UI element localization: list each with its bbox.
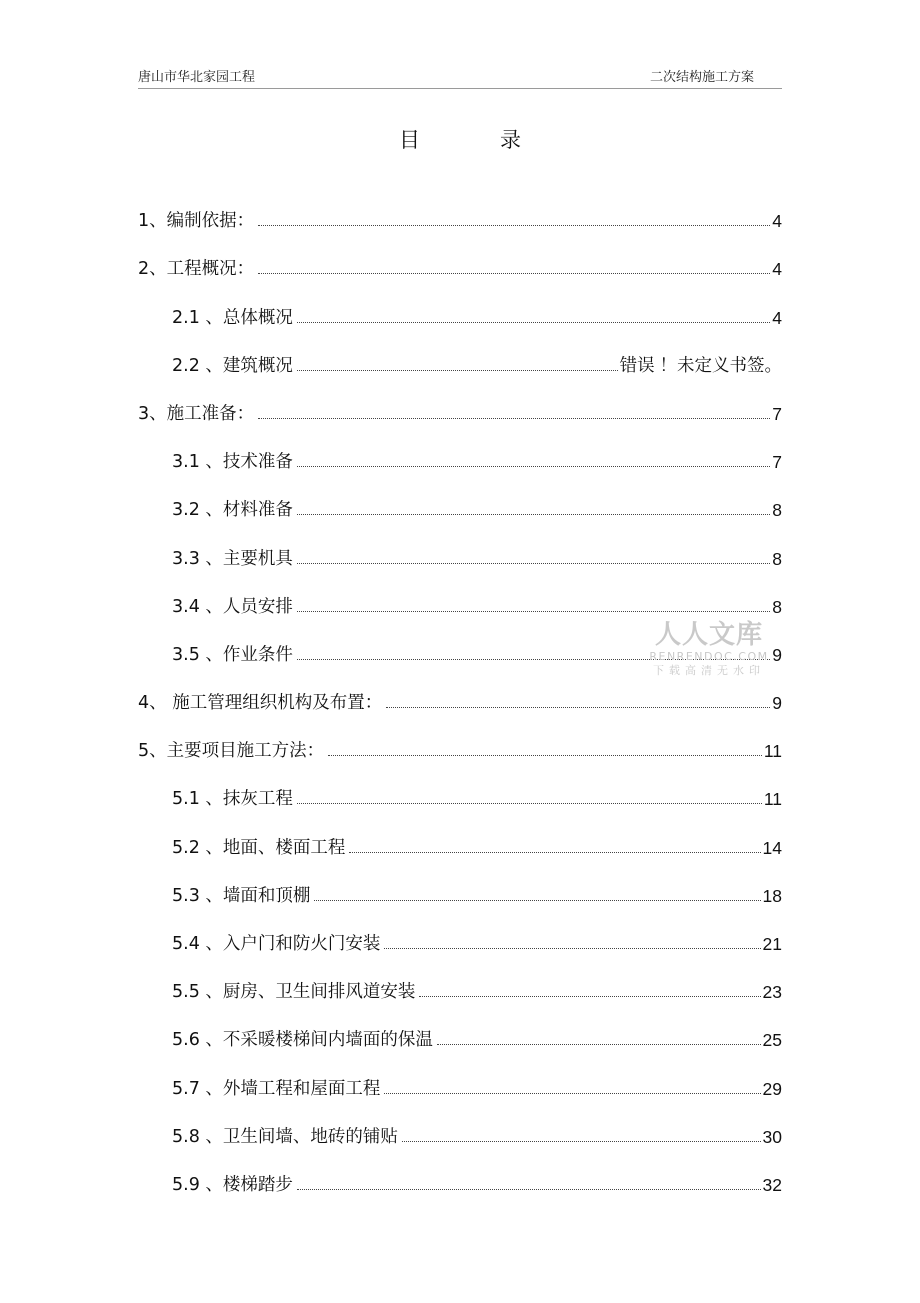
toc-entry[interactable] — [138, 909, 782, 957]
watermark-logo — [644, 620, 774, 678]
toc-dot-leader — [297, 563, 770, 564]
toc-entry-page: 4 — [772, 211, 782, 232]
toc-entry-page: 23 — [762, 982, 782, 1003]
toc-entry-page: 9 — [772, 693, 782, 714]
toc-entry-label: 4、 施工管理组织机构及布置： — [138, 693, 383, 714]
toc-dot-leader — [314, 900, 760, 901]
toc-entry-page: 9 — [772, 644, 782, 665]
toc-entry-label: 5、主要项目施工方法： — [138, 741, 325, 762]
toc-title-char-2: 录 — [500, 128, 521, 152]
toc-entry-page: 8 — [772, 548, 782, 569]
table-of-contents — [138, 186, 782, 1198]
toc-entry-label: 5.1 、抹灰工程 — [172, 789, 293, 810]
toc-entry-label: 5.2 、地面、楼面工程 — [172, 837, 346, 858]
toc-entry[interactable] — [138, 572, 782, 620]
header-document-name: 二次结构施工方案 — [649, 70, 754, 85]
toc-dot-leader — [297, 370, 618, 371]
toc-entry-label: 5.8 、卫生间墙、地砖的铺贴 — [172, 1126, 398, 1147]
toc-entry-label: 3.1 、技术准备 — [172, 452, 293, 473]
toc-entry-label: 5.7 、外墙工程和屋面工程 — [172, 1078, 381, 1099]
toc-entry[interactable] — [138, 282, 782, 330]
toc-entry-label: 1、编制依据： — [138, 211, 255, 232]
toc-entry-page: 7 — [772, 452, 782, 473]
toc-entry[interactable] — [138, 1150, 782, 1198]
watermark-url: RENRENDOC.COM — [649, 650, 769, 663]
toc-dot-leader — [297, 1189, 761, 1190]
toc-entry-label: 5.4 、入户门和防火门安装 — [172, 934, 381, 954]
toc-entry-page: 错误 ！未定义书签。 — [619, 354, 782, 375]
toc-entry-page: 4 — [772, 307, 782, 328]
toc-entry-label: 3.5 、作业条件 — [172, 644, 293, 665]
toc-dot-leader — [297, 322, 770, 323]
toc-entry[interactable] — [138, 331, 782, 379]
toc-entry-page: 18 — [762, 885, 782, 906]
watermark-name: 人人文库 — [654, 620, 763, 650]
toc-entry-label: 3.2 、材料准备 — [172, 500, 293, 521]
toc-entry-label: 2、工程概况： — [138, 259, 255, 280]
toc-entry[interactable] — [138, 379, 782, 427]
toc-entry[interactable] — [138, 523, 782, 571]
toc-title-char-1: 目 — [399, 128, 420, 152]
toc-dot-leader — [258, 418, 770, 419]
toc-entry-label: 2.2 、建筑概况 — [172, 355, 293, 376]
toc-entry-page: 8 — [772, 596, 782, 617]
toc-dot-leader — [402, 1141, 761, 1142]
toc-dot-leader — [384, 1093, 760, 1094]
toc-entry-page: 11 — [763, 789, 782, 810]
toc-dot-leader — [386, 707, 770, 708]
toc-dot-leader — [419, 996, 760, 997]
toc-entry-page: 7 — [772, 403, 782, 424]
toc-entry-label: 3.3 、主要机具 — [172, 548, 293, 569]
toc-entry[interactable] — [138, 1053, 782, 1101]
toc-dot-leader — [258, 273, 770, 274]
toc-entry[interactable] — [138, 957, 782, 1005]
page-header — [138, 62, 782, 89]
toc-dot-leader — [297, 611, 770, 612]
toc-entry[interactable] — [138, 427, 782, 475]
toc-entry[interactable] — [138, 234, 782, 282]
toc-entry[interactable] — [138, 475, 782, 523]
toc-entry-page: 25 — [762, 1030, 782, 1051]
toc-dot-leader — [328, 755, 762, 756]
toc-entry-label: 3、施工准备： — [138, 403, 255, 424]
toc-entry-label: 2.1 、总体概况 — [172, 307, 293, 328]
toc-entry[interactable] — [138, 186, 782, 234]
toc-entry-page: 14 — [762, 837, 782, 858]
toc-entry-page: 32 — [762, 1174, 782, 1195]
toc-entry-page: 30 — [762, 1126, 782, 1147]
toc-entry[interactable] — [138, 861, 782, 909]
toc-dot-leader — [297, 514, 770, 515]
toc-entry-page: 21 — [762, 934, 782, 954]
toc-dot-leader — [297, 803, 762, 804]
toc-entry[interactable] — [138, 716, 782, 764]
toc-entry-page: 11 — [763, 741, 782, 762]
toc-entry[interactable] — [138, 1102, 782, 1150]
toc-entry-label: 5.6 、不采暖楼梯间内墙面的保温 — [172, 1030, 433, 1051]
toc-entry-page: 4 — [772, 259, 782, 280]
toc-entry-label: 5.9 、楼梯踏步 — [172, 1174, 293, 1195]
toc-entry-label: 3.4 、人员安排 — [172, 596, 293, 617]
toc-entry-page: 8 — [772, 500, 782, 521]
toc-title — [0, 124, 920, 154]
toc-entry[interactable] — [138, 764, 782, 812]
toc-dot-leader — [258, 225, 770, 226]
toc-dot-leader — [384, 948, 760, 949]
header-project-name: 唐山市华北家园工程 — [138, 70, 256, 85]
toc-dot-leader — [437, 1044, 761, 1045]
toc-entry[interactable] — [138, 812, 782, 860]
toc-entry-label: 5.3 、墙面和顶棚 — [172, 885, 311, 906]
watermark-slogan: 下载高清无水印 — [653, 664, 765, 677]
toc-entry-page: 29 — [762, 1078, 782, 1099]
toc-entry-label: 5.5 、厨房、卫生间排风道安装 — [172, 982, 416, 1003]
toc-entry[interactable] — [138, 1005, 782, 1053]
toc-dot-leader — [349, 852, 760, 853]
toc-dot-leader — [297, 466, 770, 467]
